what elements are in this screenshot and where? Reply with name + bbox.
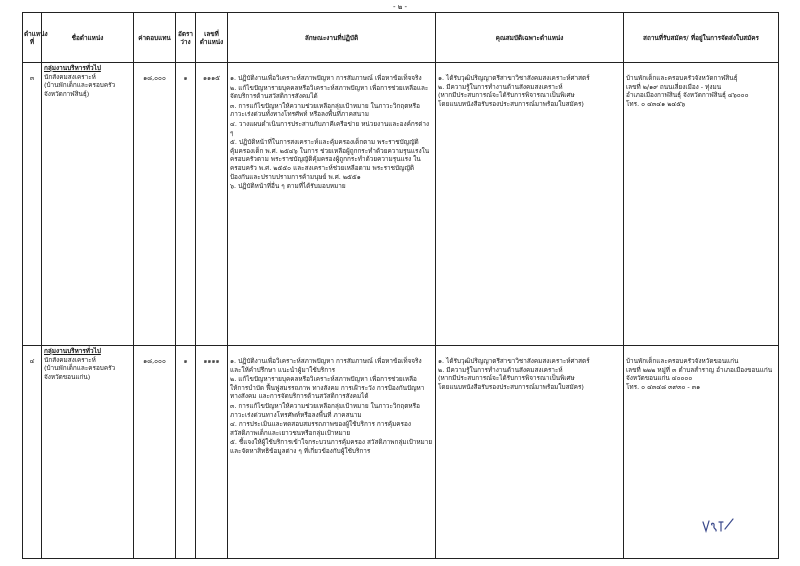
duty-item: ๑. ปฏิบัติงานเพื่อวิเคราะห์สภาพปัญหา การสัมภาษณ์ เพื่อหาข้อเท็จจริงและให้คำปรึกษา แนะนำผู้มาใช้บริการ	[230, 357, 422, 374]
positions-table	[22, 12, 779, 559]
header-position-name: ชื่อตำแหน่ง	[42, 13, 134, 63]
duty-item: ๔. วางแผนดำเนินการประสานกับภาคีเครือข่าย หน่วยงานและองค์กรต่าง ๆ	[230, 119, 430, 137]
page-number: - ๒ -	[392, 3, 408, 11]
duty-item: ๑. ปฏิบัติงานเพื่อวิเคราะห์สภาพปัญหา การสัมภาษณ์ เพื่อหาข้อเท็จจริง	[230, 74, 422, 82]
group-label: กลุ่มงานบริหารทั่วไป	[44, 347, 101, 355]
header-vacancy: อัตราว่าง	[176, 13, 196, 63]
location-line: อำเภอเมืองกาฬสินธุ์ จังหวัดกาฬสินธุ์ ๔๖๐๐๐	[626, 91, 749, 100]
position-unit: (บ้านพักเด็กและครอบครัวจังหวัดกาฬสินธุ์)	[44, 81, 116, 98]
header-qualifications: คุณสมบัติเฉพาะตำแหน่ง	[436, 13, 624, 63]
cell-qualifications	[436, 346, 624, 559]
duty-item: ๕. ชี้แจงให้ผู้ใช้บริการเข้าใจกระบวนการคุ้มครอง สวัสดิภาพกลุ่มเป้าหมาย และจัดหาสิทธิข้อมูลต่าง ๆ ที่เกี่ยวข้องกับผู้ใช้บริการ	[230, 438, 433, 455]
header-duties: ลักษณะงานที่ปฏิบัติ	[228, 13, 436, 63]
location-line: โทร. ๐ ๔๓๔๘ ๓๙๓๐ - ๓๑	[626, 382, 701, 391]
qualification-line: โดยแนบหนังสือรับรองประสบการณ์มาพร้อมใบสมัคร)	[438, 382, 584, 391]
position-title: นักสังคมสงเคราะห์	[44, 355, 96, 364]
cell-no: ๓	[23, 63, 42, 346]
header-position-id: เลขที่ตำแหน่ง	[196, 13, 228, 63]
duty-item: ๒. แก้ไขปัญหารายบุคคลหรือวิเคราะห์สภาพปัญหา เพื่อการช่วยเหลือให้การบำบัด ฟื้นฟูสมรรถภาพ ทางสังคม การเฝ้าระวัง การป้องกันปัญหาทางสังคม และการจัดบริการด้านสวัสดิการสังคมได้	[230, 375, 425, 401]
table-row	[23, 346, 779, 559]
duty-item: ๔. การประเมินและทดสอบสมรรถภาพของผู้ใช้บริการ การคุ้มครองสวัสดิภาพเด็กและเยาวชนหรือกลุ่มเป้าหมาย	[230, 420, 411, 437]
location-line: บ้านพักเด็กและครอบครัวจังหวัดกาฬสินธุ์	[626, 74, 738, 82]
qualification-line: (หากมีประสบการณ์จะได้รับการพิจารณาเป็นพิเศษ	[438, 91, 575, 100]
cell-duties	[228, 346, 436, 559]
location-line: เลขที่ ๒๒๒ หมู่ที่ ๓ ตำบลสำราญ อำเภอเมืองขอนแก่น	[626, 365, 773, 374]
cell-position-id: ๑๑๑๑	[196, 346, 228, 559]
cell-duties	[228, 63, 436, 346]
cell-position	[42, 346, 134, 559]
duty-item: ๓. การแก้ไขปัญหาให้ความช่วยเหลือกลุ่มเป้าหมาย ในภาวะวิกฤตหรือภาวะเร่งด่วนทางโทรศัพท์หรือลงพื้นที่ ภาคสนาม	[230, 401, 420, 419]
header-location: สถานที่รับสมัคร/ ที่อยู่ในการจัดส่งใบสมัคร	[624, 13, 779, 63]
cell-vacancy: ๑	[176, 63, 196, 346]
cell-salary: ๑๘,๐๐๐	[134, 346, 176, 559]
cell-position	[42, 63, 134, 346]
duty-item: ๒. แก้ไขปัญหารายบุคคลหรือวิเคราะห์สภาพปัญหา เพื่อการช่วยเหลือและจัดบริการด้านสวัสดิการสังคมได้	[230, 83, 429, 101]
cell-salary: ๑๘,๐๐๐	[134, 63, 176, 346]
header-position-no: ตำแหน่งที่	[23, 13, 42, 63]
qualification-line: ๑. ได้รับวุฒิปริญญาตรีสาขาวิชาสังคมสงเคราะห์ศาสตร์	[438, 357, 590, 365]
cell-no: ๔	[23, 346, 42, 559]
location-line: เลขที่ ๒/๑๙ ถนนเลี่ยงเมือง - ทุ่งมน	[626, 82, 722, 91]
cell-qualifications	[436, 63, 624, 346]
table-header-row	[23, 13, 779, 63]
cell-vacancy: ๑	[176, 346, 196, 559]
duty-item: ๖. ปฏิบัติหน้าที่อื่น ๆ ตามที่ได้รับมอบหมาย	[230, 182, 346, 191]
table-row	[23, 63, 779, 346]
qualification-line: โดยแนบหนังสือรับรองประสบการณ์มาพร้อมใบสมัคร)	[438, 99, 584, 108]
cell-position-id: ๑๑๑๕	[196, 63, 228, 346]
position-unit: (บ้านพักเด็กและครอบครัวจังหวัดขอนแก่น)	[44, 364, 116, 381]
cell-location	[624, 63, 779, 346]
qualification-line: ๒. มีความรู้ในการทำงานด้านสังคมสงเคราะห์	[438, 82, 563, 91]
signature-initials	[700, 516, 736, 536]
location-line: บ้านพักเด็กและครอบครัวจังหวัดขอนแก่น	[626, 357, 739, 365]
group-label: กลุ่มงานบริหารทั่วไป	[44, 64, 101, 72]
qualification-line: (หากมีประสบการณ์จะได้รับการพิจารณาเป็นพิเศษ	[438, 374, 575, 383]
qualification-line: ๑. ได้รับวุฒิปริญญาตรีสาขาวิชาสังคมสงเคราะห์ศาสตร์	[438, 74, 590, 82]
position-title: นักสังคมสงเคราะห์	[44, 72, 96, 81]
duty-item: ๕. ปฏิบัติหน้าที่ในการสงเคราะห์และคุ้มครองเด็กตาม พระราชบัญญัติคุ้มครองเด็ก พ.ศ. ๒๕๔๖ ในการ ช่วยเหลือผู้ถูกกระทำด้วยความรุนแรงในครอบครัวตาม พระราชบัญญัติคุ้มครองผู้ถูกกระทำด้วยความรุนแรง ในครอบครัว พ.ศ. ๒๕๕๐ และสงเคราะห์ช่วยเหลือตาม พระราชบัญญัติป้องกันและปราบปรามการค้ามนุษย์ พ.ศ. ๒๕๕๑	[230, 138, 430, 181]
qualification-line: ๒. มีความรู้ในการทำงานด้านสังคมสงเคราะห์	[438, 365, 563, 374]
header-salary: ค่าตอบแทน	[134, 13, 176, 63]
duty-item: ๓. การแก้ไขปัญหาให้ความช่วยเหลือกลุ่มเป้าหมาย ในภาวะวิกฤตหรือภาวะเร่งด่วนทั้งทางโทรศัพท์ หรือลงพื้นที่ภาคสนาม	[230, 101, 420, 119]
location-line: จังหวัดขอนแก่น ๔๐๐๐๐	[626, 374, 693, 383]
location-line: โทร. ๐ ๔๓๔๑ ๒๔๕๖	[626, 99, 686, 108]
